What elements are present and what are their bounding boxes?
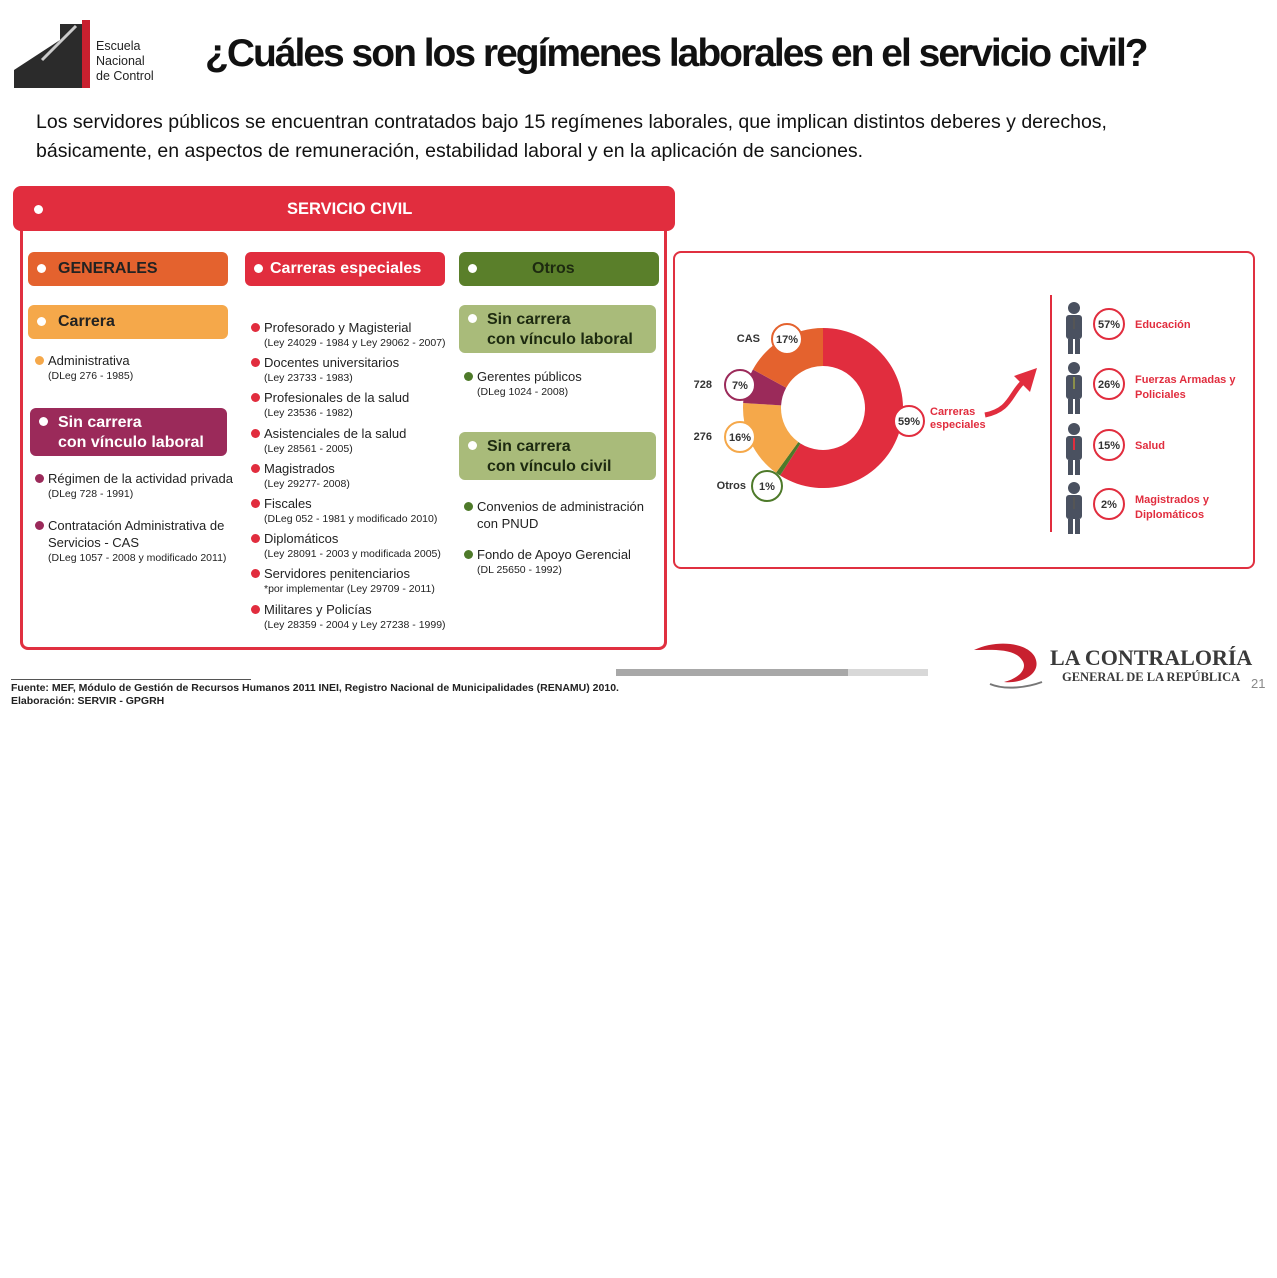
item-name: Diplomáticos xyxy=(264,531,339,547)
item-law: (Ley 28359 - 2004 y Ley 27238 - 1999) xyxy=(264,618,446,631)
item-name: Administrativa xyxy=(48,353,130,368)
arrow-icon xyxy=(985,383,1022,415)
item-law: (DLeg 728 - 1991) xyxy=(48,488,134,500)
category-label: Educación xyxy=(1135,319,1191,331)
slice-label: 276 xyxy=(693,431,712,443)
item-name: Régimen de la actividad privada xyxy=(48,471,233,486)
person-icon xyxy=(1075,399,1080,414)
progress-bar-light xyxy=(848,669,928,676)
item-name: Asistenciales de la salud xyxy=(264,425,407,441)
item-name: Docentes universitarios xyxy=(264,355,400,371)
value-label: 2% xyxy=(1101,499,1117,511)
item-law: (Ley 28091 - 2003 y modificada 2005) xyxy=(264,548,441,561)
item-law: (Ley 23733 - 1983) xyxy=(264,372,353,385)
slide-title: ¿Cuáles son los regímenes laborales en el servicio civil? xyxy=(205,32,1147,75)
slice-label: Carreras xyxy=(930,406,976,418)
item-law: (DLeg 1057 - 2008 y modificado 2011) xyxy=(48,552,227,564)
pill-line: con vínculo civil xyxy=(487,458,612,475)
item-name: Servicios - CAS xyxy=(48,535,140,550)
intro-line: básicamente, en aspectos de remuneración, estabilidad laboral y en la aplicación de sanciones. xyxy=(36,140,864,162)
value-label: 7% xyxy=(732,380,748,392)
carrera-label: Carrera xyxy=(58,313,115,330)
person-icon xyxy=(1068,362,1080,374)
source-text: Fuente: MEF, Módulo de Gestión de Recursos Humanos 2011 INEI, Registro Nacional de Municipalidades (RENAMU) 2010. xyxy=(11,682,619,694)
progress-bar-dark xyxy=(616,669,848,676)
carreras-especiales-label: Carreras especiales xyxy=(270,260,422,277)
value-label: 26% xyxy=(1097,379,1121,391)
slice-label: 728 xyxy=(693,379,712,391)
item-law: (DLeg 1024 - 2008) xyxy=(477,386,569,398)
slice-label: Otros xyxy=(716,480,746,492)
item-law: (DLeg 052 - 1981 y modificado 2010) xyxy=(264,513,438,525)
person-icon xyxy=(1073,377,1075,389)
category-label: Salud xyxy=(1135,440,1165,452)
value-label: 1% xyxy=(759,481,775,493)
pill-line: Sin carrera xyxy=(487,311,571,328)
item-name: Profesorado y Magisterial xyxy=(264,320,412,335)
item-name: Gerentes públicos xyxy=(477,369,582,384)
person-icon xyxy=(1068,339,1073,354)
item-law: (DL 25650 - 1992) xyxy=(477,564,562,576)
item-law: (Ley 29277- 2008) xyxy=(264,477,350,490)
item-name: Convenios de administración xyxy=(477,499,644,514)
page-number: 21 xyxy=(1251,676,1266,691)
person-icon xyxy=(1073,438,1075,450)
item-name: Fondo de Apoyo Gerencial xyxy=(477,547,631,562)
contraloria-line2: GENERAL DE LA REPÚBLICA xyxy=(1062,670,1241,684)
generales-label: GENERALES xyxy=(58,260,158,277)
item-law: (Ley 28561 - 2005) xyxy=(264,442,353,455)
source-note xyxy=(11,682,619,708)
pill-line: Sin carrera xyxy=(58,414,142,431)
item-name: Profesionales de la salud xyxy=(264,390,410,406)
person-icon xyxy=(1073,497,1075,509)
servicio-civil-title: SERVICIO CIVIL xyxy=(287,200,413,218)
item-name: Servidores penitenciarios xyxy=(264,566,410,582)
item-law: (Ley 23536 - 1982) xyxy=(264,407,353,420)
person-icon xyxy=(1075,339,1080,354)
value-label: 57% xyxy=(1097,319,1121,331)
item-name: Fiscales xyxy=(264,496,312,511)
value-label: 16% xyxy=(728,432,752,444)
pill-line: con vínculo laboral xyxy=(58,434,204,451)
item-law: *por implementar (Ley 29709 - 2011) xyxy=(264,583,435,596)
person-icon xyxy=(1075,519,1080,534)
person-icon xyxy=(1068,460,1073,475)
item-name: Contratación Administrativa de xyxy=(48,518,225,533)
otros-label: Otros xyxy=(532,260,575,277)
item-law: (Ley 24029 - 1984 y Ley 29062 - 2007) xyxy=(264,337,446,349)
item-name: Militares y Policías xyxy=(264,601,372,617)
person-icon xyxy=(1068,423,1080,435)
slice-label: especiales xyxy=(930,419,986,431)
footer-divider xyxy=(11,679,251,680)
category-label: Magistrados y xyxy=(1135,494,1209,506)
enc-logo-line: Nacional xyxy=(96,54,145,68)
person-icon xyxy=(1068,302,1080,314)
item-name: Magistrados xyxy=(264,460,335,476)
contraloria-logo xyxy=(970,638,1253,690)
contraloria-line1: LA CONTRALORÍA xyxy=(1050,645,1253,670)
pill-line: Sin carrera xyxy=(487,438,571,455)
person-icon xyxy=(1068,519,1073,534)
category-label: Policiales xyxy=(1135,389,1186,401)
enc-logo-line: Escuela xyxy=(96,39,141,53)
intro-line: Los servidores públicos se encuentran contratados bajo 15 regímenes laborales, que implican distintos deberes y derechos, xyxy=(36,111,1107,133)
value-label: 17% xyxy=(775,334,799,346)
slice-label: CAS xyxy=(736,333,760,345)
category-label: Diplomáticos xyxy=(1135,509,1205,521)
person-icon xyxy=(1075,460,1080,475)
contraloria-swoosh-icon xyxy=(970,638,1050,690)
item-law: (DLeg 276 - 1985) xyxy=(48,370,134,382)
enc-logo-line: de Control xyxy=(96,69,154,83)
pill-line: con vínculo laboral xyxy=(487,331,633,348)
elaboration-text: Elaboración: SERVIR - GPGRH xyxy=(11,695,165,707)
category-label: Fuerzas Armadas y xyxy=(1135,374,1236,386)
value-label: 15% xyxy=(1097,440,1121,452)
person-icon xyxy=(1068,482,1080,494)
person-icon xyxy=(1068,399,1073,414)
value-label: 59% xyxy=(897,416,921,428)
item-name: con PNUD xyxy=(477,516,539,531)
person-icon xyxy=(1073,317,1075,329)
